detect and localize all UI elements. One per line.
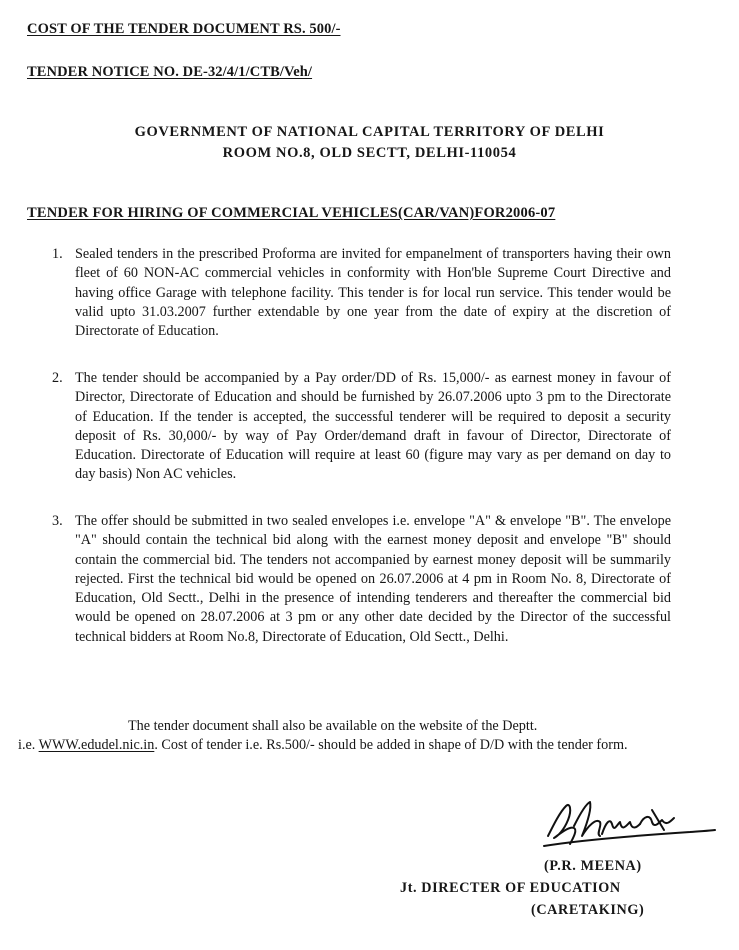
- signatory-department: (CARETAKING): [531, 902, 645, 918]
- authority-name: GOVERNMENT OF NATIONAL CAPITAL TERRITORY OF DELHI: [134, 124, 605, 140]
- closing-paragraph: [18, 717, 672, 756]
- item-number: 3.: [52, 513, 63, 529]
- cost-of-document-line: COST OF THE TENDER DOCUMENT RS. 500/-: [27, 21, 341, 37]
- closing-line-1: The tender document shall also be available on the website of the Deptt.: [128, 718, 538, 734]
- item-text: Sealed tenders in the prescribed Proforma are invited for empanelment of transporters having their own fleet of 60 NON-AC commercial vehicles in conformity with Hon'ble Supreme Court Directive and having office Garage with telephone facility. This tender is for local run service. This tender would be valid upto 31.03.2007 further extendable by one year from the date of expiry at the discretion of Directorate of Education.: [75, 246, 671, 340]
- tender-subject: TENDER FOR HIRING OF COMMERCIAL VEHICLES(CAR/VAN)FOR2006-07: [27, 205, 556, 221]
- item-number: 2.: [52, 370, 63, 386]
- item-text: The offer should be submitted in two sealed envelopes i.e. envelope "A" & envelope "B". The envelope "A" should contain the technical bid along with the earnest money deposit and envelope "B" should contain the commercial bid. The tenders not accompanied by earnest money deposit will be summarily rejected. First the technical bid would be opened on 26.07.2006 at 4 pm in Room No. 8, Directorate of Education, Old Sectt., Delhi in the presence of intending tenderers and thereafter the commercial bid would be opened on 28.07.2006 at 3 pm or any other date decided by the Director of the successful technical bidders at Room No.8, Directorate of Education, Old Sectt., Delhi.: [75, 513, 671, 645]
- signatory-designation: Jt. DIRECTER OF EDUCATION: [400, 880, 621, 896]
- website-link[interactable]: WWW.edudel.nic.in: [38, 737, 155, 754]
- handwritten-signature: [540, 796, 720, 858]
- authority-address: ROOM NO.8, OLD SECTT, DELHI-110054: [222, 145, 517, 161]
- item-number: 1.: [52, 246, 63, 262]
- item-text: The tender should be accompanied by a Pay order/DD of Rs. 15,000/- as earnest money in favour of Director, Directorate of Education and should be furnished by 26.07.2006 upto 3 pm to the Directorate of Education. If the tender is accepted, the successful tenderer will be required to deposit a security deposit of Rs. 30,000/- by way of Pay Order/demand draft in favour of Director, Directorate of Education. Directorate of Education will require at least 60 (figure may vary as per demand on day to day basis) Non AC vehicles.: [75, 370, 671, 483]
- tender-notice-number: TENDER NOTICE NO. DE-32/4/1/CTB/Veh/: [27, 64, 313, 80]
- closing-prefix: i.e.: [18, 737, 39, 754]
- signatory-name: (P.R. MEENA): [544, 858, 642, 874]
- closing-suffix: . Cost of tender i.e. Rs.500/- should be added in shape of D/D with the tender form.: [154, 737, 628, 754]
